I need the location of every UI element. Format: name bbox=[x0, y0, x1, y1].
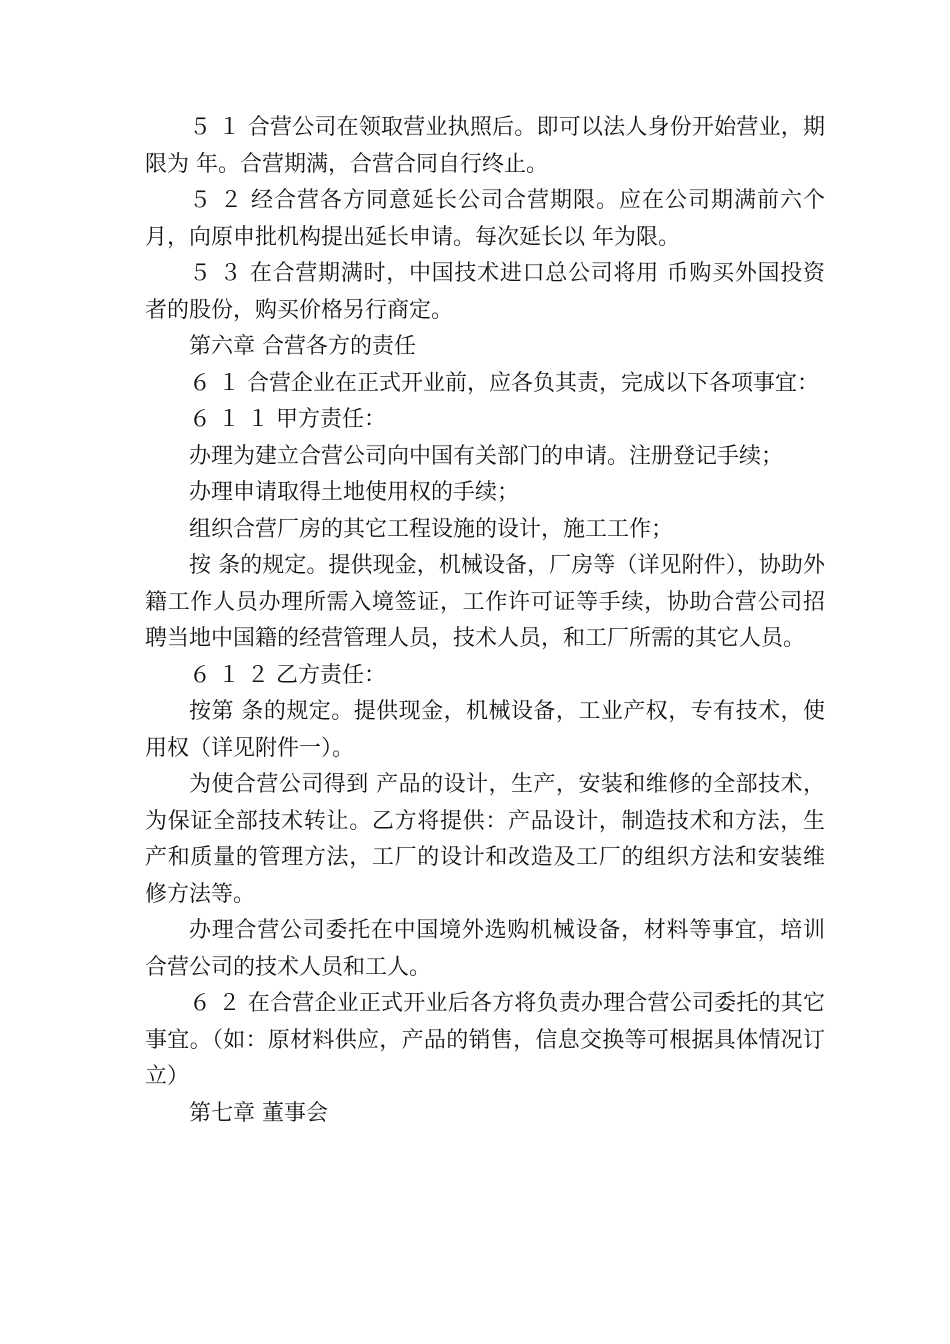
party-b-duty-2: 为使合营公司得到 产品的设计，生产，安装和维修的全部技术，为保证全部技术转让。乙方将提供：产品设计，制造技术和方法，生产和质量的管理方法，工厂的设计和改造及工厂的组织方法和安装维修方法等。 bbox=[145, 772, 825, 907]
party-b-duty-3: 办理合营公司委托在中国境外选购机械设备，材料等事宜，培训合营公司的技术人员和工人。 bbox=[145, 918, 825, 980]
party-a-duty-2: 办理申请取得土地使用权的手续； bbox=[189, 480, 520, 505]
clause-5-2: ５ ２ 经合营各方同意延长公司合营期限。应在公司期满前六个月，向原申批机构提出延长申请。每次延长以 年为限。 bbox=[145, 188, 825, 250]
clause-6-1-2: ６ １ ２ 乙方责任： bbox=[189, 662, 386, 688]
clause-6-1-1: ６ １ １ 甲方责任： bbox=[189, 407, 386, 432]
clause-5-3: ５ ３ 在合营期满时，中国技术进口总公司将用 币购买外国投资者的股份，购买价格另行商定。 bbox=[145, 261, 825, 323]
party-a-duty-1: 办理为建立合营公司向中国有关部门的申请。注册登记手续； bbox=[189, 443, 784, 469]
clause-5-1: ５ １ 合营公司在领取营业执照后。即可以法人身份开始营业，期限为 年。合营期满，合营合同自行终止。 bbox=[145, 115, 825, 177]
chapter-6-heading: 第六章 合营各方的责任 bbox=[189, 334, 416, 359]
document-body bbox=[145, 110, 825, 1132]
party-a-duty-4: 按 条的规定。提供现金，机械设备，厂房等（详见附件），协助外籍工作人员办理所需入境签证，工作许可证等手续，协助合营公司招聘当地中国籍的经营管理人员，技术人员，和工厂所需的其它人员。 bbox=[145, 553, 825, 651]
clause-6-1: ６ １ 合营企业在正式开业前，应各负其责，完成以下各项事宜： bbox=[189, 370, 819, 396]
clause-6-2: ６ ２ 在合营企业正式开业后各方将负责办理合营公司委托的其它事宜。（如：原材料供应，产品的销售，信息交换等可根据具体情况订立） bbox=[145, 991, 825, 1089]
chapter-7-heading: 第七章 董事会 bbox=[189, 1100, 328, 1126]
party-b-duty-1: 按第 条的规定。提供现金，机械设备，工业产权，专有技术，使用权（详见附件一）。 bbox=[145, 699, 825, 761]
party-a-duty-3: 组织合营厂房的其它工程设施的设计，施工工作； bbox=[189, 516, 674, 542]
